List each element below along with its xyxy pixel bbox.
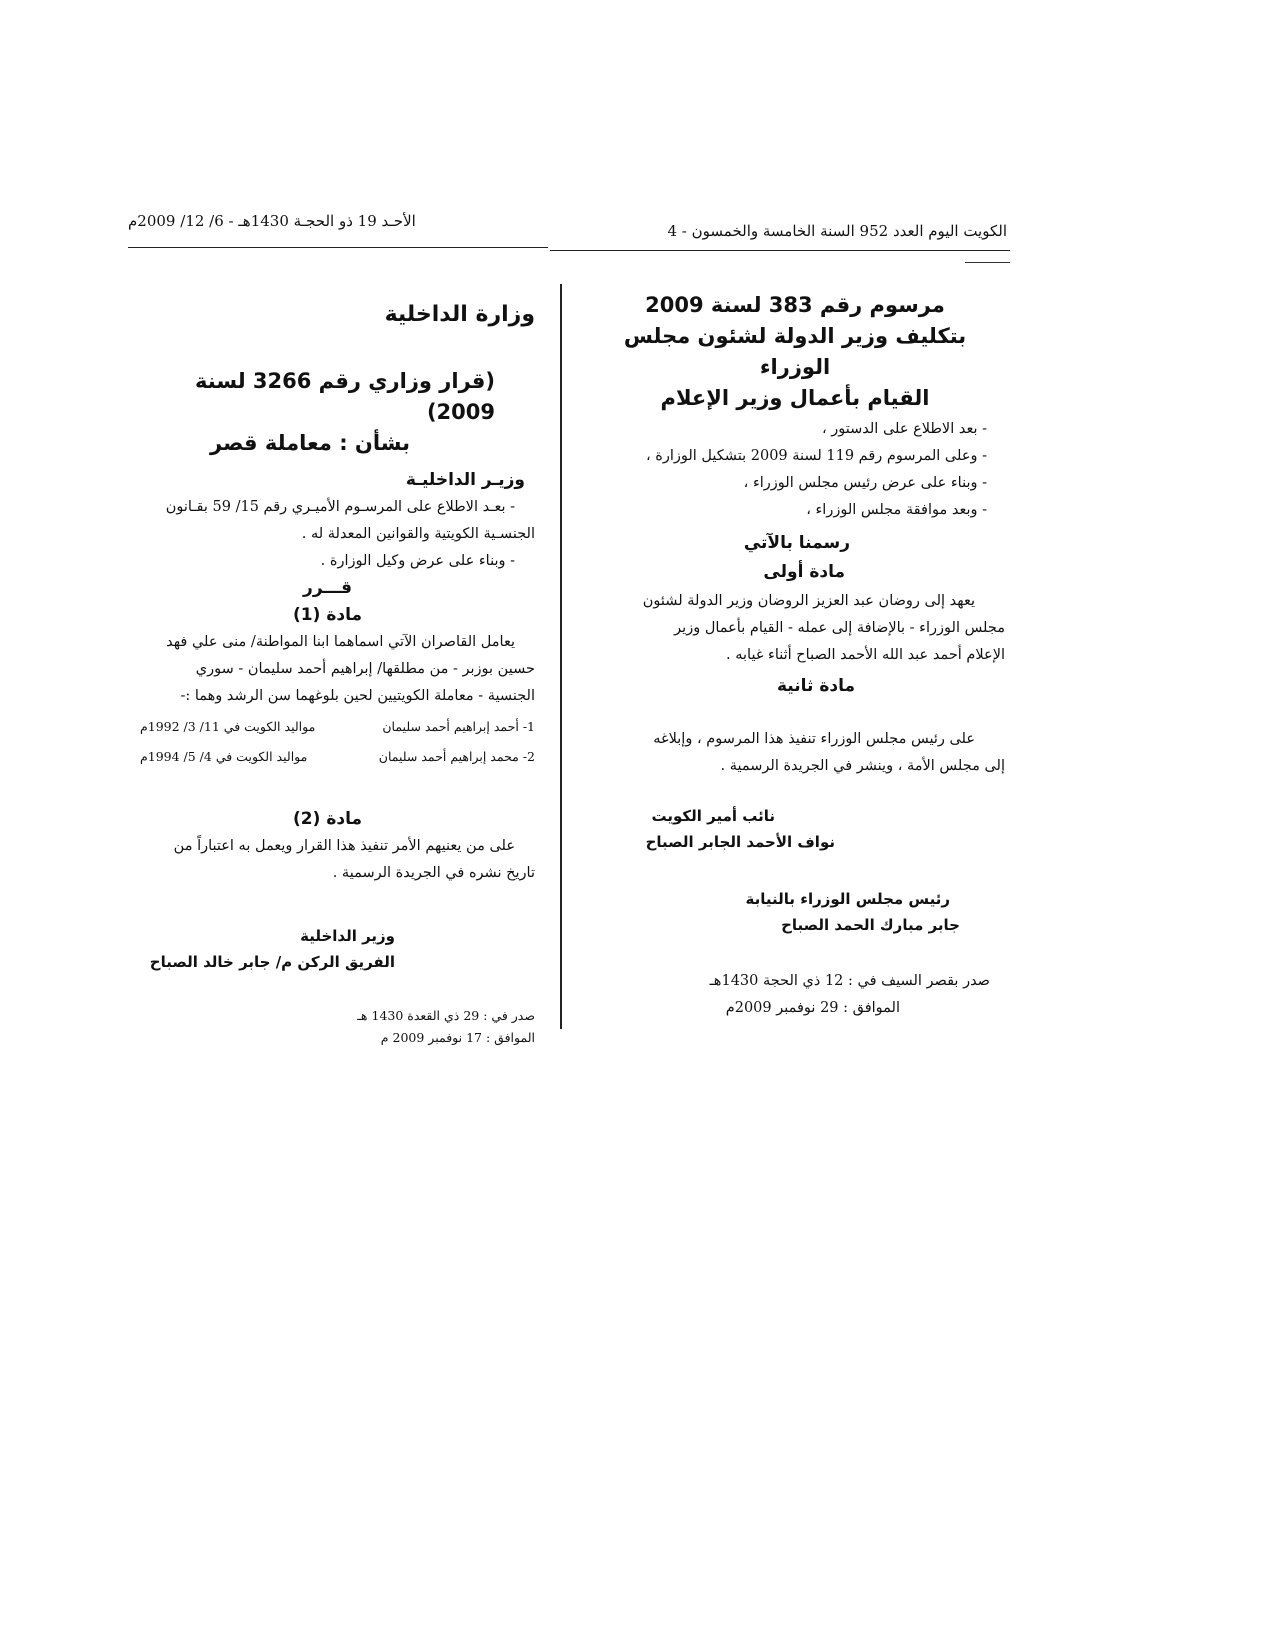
article-line: الجنسية - معاملة الكويتيين لحين بلوغهما سن الرشد وهما :- bbox=[180, 688, 535, 704]
preamble-line: الجنسـية الكويتية والقوانين المعدلة له . bbox=[301, 526, 535, 542]
article-line: مجلس الوزراء - بالإضافة إلى عمله - القيام بأعمال وزير bbox=[674, 620, 1005, 636]
decision-article-2-text bbox=[120, 833, 535, 887]
person-birth: مواليد الكويت في 4/ 5/ 1994م bbox=[140, 749, 308, 764]
article-line: على رئيس مجلس الوزراء تنفيذ هذا المرسوم ، وإبلاغه bbox=[653, 731, 975, 747]
person-name: 1- أحمد إبراهيم أحمد سليمان bbox=[382, 719, 535, 734]
preamble-line: - وبناء على عرض رئيس مجلس الوزراء ، bbox=[743, 475, 987, 491]
decision-minister: وزيـر الداخليـة bbox=[405, 470, 525, 490]
decree-issued bbox=[700, 968, 990, 1022]
ministry-column bbox=[120, 300, 535, 1049]
decree-article-1-text bbox=[585, 588, 1005, 669]
header-date: الأحـد 19 ذو الحجـة 1430هـ - 6/ 12/ 2009م bbox=[128, 212, 416, 230]
decision-preamble bbox=[120, 494, 535, 575]
article-line: يعامل القاصران الآتي اسماهما ابنا المواطنة/ منى علي فهد bbox=[166, 634, 515, 650]
column-divider bbox=[560, 284, 562, 1029]
decree-signature-2 bbox=[690, 886, 960, 938]
decree-subtitle-2: القيام بأعمال وزير الإعلام bbox=[660, 386, 930, 410]
decree-article-2-text bbox=[585, 726, 1005, 780]
preamble-line: - بعـد الاطلاع على المرسـوم الأميـري رقم 15/ 59 بقـانون bbox=[165, 499, 515, 515]
article-line: حسين بوزبر - من مطلقها/ إبراهيم أحمد سليمان - سوري bbox=[195, 661, 535, 677]
decree-signature-1 bbox=[585, 803, 835, 855]
decree-title: مرسوم رقم 383 لسنة 2009 bbox=[645, 293, 945, 317]
preamble-line: - وعلى المرسوم رقم 119 لسنة 2009 بتشكيل الوزارة ، bbox=[645, 448, 987, 464]
decree-column bbox=[585, 290, 1005, 780]
person-birth: مواليد الكويت في 11/ 3/ 1992م bbox=[140, 719, 316, 734]
article-line: تاريخ نشره في الجريدة الرسمية . bbox=[332, 865, 535, 881]
decision-article-1-title: مادة (1) bbox=[293, 605, 362, 625]
decree-preamble bbox=[585, 416, 987, 524]
decree-subtitle: بتكليف وزير الدولة لشئون مجلس الوزراء bbox=[623, 324, 967, 379]
article-line: على من يعنيهم الأمر تنفيذ هذا القرار ويعمل به اعتباراً من bbox=[173, 838, 515, 854]
preamble-line: - بعد الاطلاع على الدستور ، bbox=[821, 421, 987, 437]
signatory-title: وزير الداخلية bbox=[300, 927, 395, 945]
signatory-title: رئيس مجلس الوزراء بالنيابة bbox=[745, 890, 950, 908]
decision-decided: قـــرر bbox=[303, 578, 352, 598]
issued-place-date: صدر بقصر السيف في : 12 ذي الحجة 1430هـ bbox=[709, 973, 990, 989]
decision-title: (قرار وزاري رقم 3266 لسنة 2009) bbox=[195, 369, 495, 424]
person-row bbox=[120, 712, 535, 742]
issued-hijri-date: صدر في : 29 ذي القعدة 1430 هـ bbox=[357, 1008, 535, 1023]
decision-issued bbox=[120, 1005, 535, 1049]
signatory-name: الفريق الركن م/ جابر خالد الصباح bbox=[149, 953, 395, 971]
article-line: إلى مجلس الأمة ، وينشر في الجريدة الرسمية . bbox=[720, 758, 1005, 774]
header-rule-underline bbox=[965, 262, 1010, 263]
decision-subject: بشأن : معاملة قصر bbox=[210, 431, 410, 455]
issued-gregorian-date: الموافق : 29 نوفمبر 2009م bbox=[725, 1000, 900, 1016]
signatory-name: نواف الأحمد الجابر الصباح bbox=[645, 833, 835, 851]
signatory-title: نائب أمير الكويت bbox=[651, 807, 775, 825]
header-rule-right bbox=[550, 250, 1010, 251]
decree-enacted: رسمنا بالآتي bbox=[743, 533, 850, 553]
article-line: الإعلام أحمد عبد الله الأحمد الصباح أثناء غيابه . bbox=[726, 647, 1005, 663]
decision-article-2-title: مادة (2) bbox=[293, 809, 362, 829]
header-issue-info: الكويت اليوم العدد 952 السنة الخامسة والخمسون - 4 bbox=[667, 222, 1007, 240]
article-line: يعهد إلى روضان عبد العزيز الروضان وزير الدولة لشئون bbox=[642, 593, 975, 609]
decision-signature bbox=[120, 923, 395, 975]
persons-list bbox=[120, 712, 535, 772]
preamble-line: - وبعد موافقة مجلس الوزراء ، bbox=[806, 502, 987, 518]
person-row bbox=[120, 742, 535, 772]
person-name: 2- محمد إبراهيم أحمد سليمان bbox=[378, 749, 535, 764]
decision-article-1-text bbox=[120, 629, 535, 710]
decree-article-2-title: مادة ثانية bbox=[777, 676, 855, 696]
preamble-line: - وبناء على عرض وكيل الوزارة . bbox=[320, 553, 515, 569]
header-rule-left bbox=[128, 247, 548, 248]
ministry-name: وزارة الداخلية bbox=[384, 302, 535, 327]
issued-gregorian-date: الموافق : 17 نوفمبر 2009 م bbox=[380, 1030, 535, 1045]
decree-article-1-title: مادة أولى bbox=[763, 562, 845, 582]
signatory-name: جابر مبارك الحمد الصباح bbox=[781, 916, 960, 934]
